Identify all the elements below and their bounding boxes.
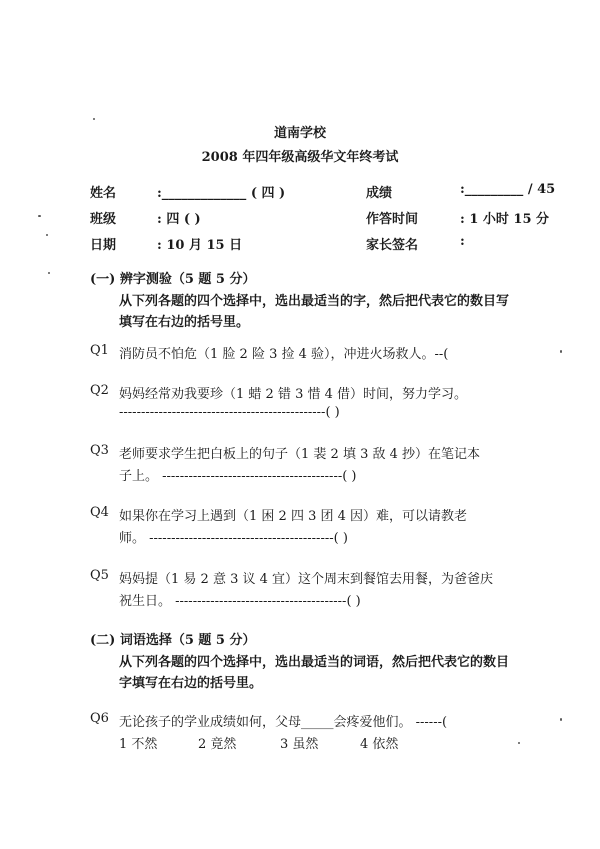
q4-answer-line: 师。 ------------------------------------------( ) <box>119 531 348 546</box>
q3-text: 老师要求学生把白板上的句子（1 裴 2 填 3 敌 4 抄）在笔记本 <box>119 447 481 462</box>
q2-text: 妈妈经常劝我要珍（1 蜡 2 错 3 惜 4 借）时间，努力学习。 <box>119 387 468 402</box>
scan-speck <box>560 350 562 353</box>
class-label: 班级 <box>90 212 117 227</box>
q6-option-3: 3 虽然 <box>280 737 319 752</box>
name-label: 姓名 <box>90 186 117 201</box>
q4-number: Q4 <box>90 505 109 520</box>
section2-instruction-line1: 从下列各题的四个选择中，选出最适当的词语，然后把代表它的数目 <box>119 655 510 670</box>
section1-title: (一) 辨字测验（5 题 5 分） <box>90 272 256 287</box>
q6-option-2: 2 竟然 <box>198 737 237 752</box>
q4-text: 如果你在学习上遇到（1 困 2 四 3 团 4 因）难，可以请教老 <box>119 509 468 524</box>
time-value: : 1 小时 15 分 <box>460 212 550 227</box>
q2-number: Q2 <box>90 383 109 398</box>
score-value: :_________ / 45 <box>460 182 556 197</box>
parent-signature-label: 家长签名 <box>366 238 419 253</box>
q3-number: Q3 <box>90 443 109 458</box>
q2-answer-line: -----------------------------------------------( ) <box>119 405 340 420</box>
scan-speck <box>48 272 50 274</box>
q6-option-4: 4 依然 <box>360 737 399 752</box>
name-value: :_____________ ( 四 ) <box>157 186 286 201</box>
scan-speck <box>518 742 520 744</box>
scan-speck <box>38 215 41 217</box>
section1-instruction-line1: 从下列各题的四个选择中，选出最适当的字，然后把代表它的数目写 <box>119 294 510 309</box>
scan-speck <box>560 718 562 721</box>
q1-number: Q1 <box>90 343 109 358</box>
q5-text: 妈妈提（1 易 2 意 3 议 4 宜）这个周末到餐馆去用餐，为爸爸庆 <box>119 572 494 587</box>
q6-option-1: 1 不然 <box>119 737 158 752</box>
scan-speck <box>93 118 95 120</box>
scan-speck <box>46 234 48 236</box>
class-value: : 四 ( ) <box>157 212 201 227</box>
score-label: 成绩 <box>366 186 393 201</box>
time-label: 作答时间 <box>366 212 419 227</box>
section1-instruction-line2: 填写在右边的括号里。 <box>119 315 250 330</box>
section2-title: (二) 词语选择（5 题 5 分） <box>90 633 256 648</box>
q5-answer-line: 祝生日。 ---------------------------------------( ) <box>119 594 361 609</box>
date-value: : 10 月 15 日 <box>157 238 243 253</box>
q3-answer-line: 子上。 -----------------------------------------( ) <box>119 469 357 484</box>
q1-text: 消防员不怕危（1 脸 2 险 3 捡 4 验），冲进火场救人。--( <box>119 347 449 362</box>
q6-number: Q6 <box>90 711 109 726</box>
date-label: 日期 <box>90 238 117 253</box>
q6-text: 无论孩子的学业成绩如何，父母_____会疼爱他们。 ------( <box>119 715 448 730</box>
q5-number: Q5 <box>90 568 109 583</box>
parent-signature-value: : <box>460 234 465 249</box>
school-name: 道南学校 <box>273 126 326 141</box>
section2-instruction-line2: 字填写在右边的括号里。 <box>119 676 263 691</box>
exam-title: 2008 年四年级高级华文年终考试 <box>201 150 399 165</box>
